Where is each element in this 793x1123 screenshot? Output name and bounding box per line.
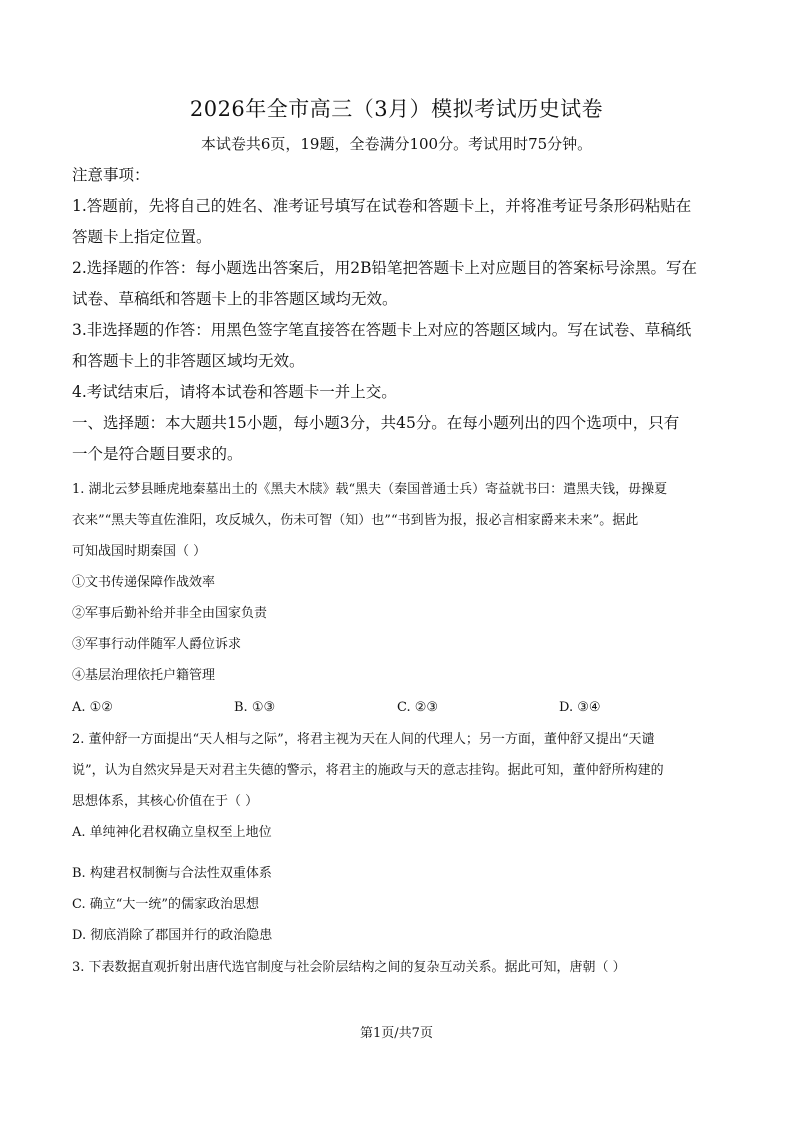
- question-stem: 衣来”“黑夫等直佐淮阳，攻反城久，伤未可智（知）也”“书到皆为报，报必言相家爵来未来”。据此: [72, 513, 639, 528]
- question-stem: 可知战国时期秦国（ ）: [72, 544, 207, 559]
- page-number: 第1页/共7页: [360, 1026, 433, 1041]
- question-stem: 2. 董仲舒一方面提出“天人相与之际”，将君主视为天在人间的代理人；另一方面，董仲舒又提出“天谴: [72, 732, 655, 747]
- question-stem: 3. 下表数据直观折射出唐代选官制度与社会阶层结构之间的复杂互动关系。据此可知，唐朝（ ）: [72, 960, 626, 975]
- notice-block: [72, 160, 724, 470]
- question-1: [72, 474, 724, 691]
- question-2: [72, 724, 724, 848]
- section-heading: 一个是符合题目要求的。: [72, 445, 243, 463]
- notice-line: 4.考试结束后，请将本试卷和答题卡一并上交。: [72, 383, 397, 401]
- question-option: C. 确立“大一统”的儒家政治思想: [72, 897, 260, 912]
- notice-line: 1.答题前，先将自己的姓名、准考证号填写在试卷和答题卡上，并将准考证号条形码粘贴在: [72, 197, 692, 215]
- question-item: ③军事行动伴随军人爵位诉求: [72, 637, 242, 652]
- question-stem: 思想体系，其核心价值在于（ ）: [72, 794, 259, 809]
- notice-line: 和答题卡上的非答题区域均无效。: [72, 352, 305, 370]
- page-title: 2026年全市高三（3月）模拟考试历史试卷: [189, 97, 604, 121]
- question-stem: 1. 湖北云梦县睡虎地秦墓出土的《黑夫木牍》载“黑夫（秦国普通士兵）寄益就书曰：遣黑夫钱，毋操夏: [72, 482, 668, 497]
- notice-line: 3.非选择题的作答：用黑色签字笔直接答在答题卡上对应的答题区域内。写在试卷、草稿纸: [72, 321, 692, 339]
- question-item: ①文书传递保障作战效率: [72, 575, 216, 590]
- q1-option-c: C. ②③: [397, 700, 439, 715]
- question-option: A. 单纯神化君权确立皇权至上地位: [72, 825, 272, 840]
- notice-line: 2.选择题的作答：每小题选出答案后，用2B铅笔把答题卡上对应题目的答案标号涂黑。写在: [72, 259, 698, 277]
- notice-line: 试卷、草稿纸和答题卡上的非答题区域均无效。: [72, 290, 398, 308]
- q1-option-d: D. ③④: [559, 700, 601, 715]
- notice-line: 答题卡上指定位置。: [72, 228, 212, 246]
- section-heading: 一、选择题：本大题共15小题，每小题3分，共45分。在每小题列出的四个选项中，只有: [72, 414, 680, 432]
- q1-option-b: B. ①③: [234, 700, 276, 715]
- question-option: D. 彻底消除了郡国并行的政治隐患: [72, 928, 273, 943]
- question-stem: 说”，认为自然灾异是天对君主失德的警示，将君主的施政与天的意志挂钩。据此可知，董仲舒所构建的: [72, 763, 664, 778]
- q1-option-a: A. ①②: [72, 700, 113, 715]
- question-item: ②军事后勤补给并非全由国家负责: [72, 606, 268, 621]
- question-item: ④基层治理依托户籍管理: [72, 668, 216, 683]
- question-3: [72, 952, 724, 983]
- exam-info: 本试卷共6页，19题，全卷满分100分。考试用时75分钟。: [200, 135, 593, 153]
- question-option: B. 构建君权制衡与合法性双重体系: [72, 866, 272, 881]
- question-2-options: [72, 858, 724, 951]
- notice-heading: 注意事项：: [72, 166, 150, 184]
